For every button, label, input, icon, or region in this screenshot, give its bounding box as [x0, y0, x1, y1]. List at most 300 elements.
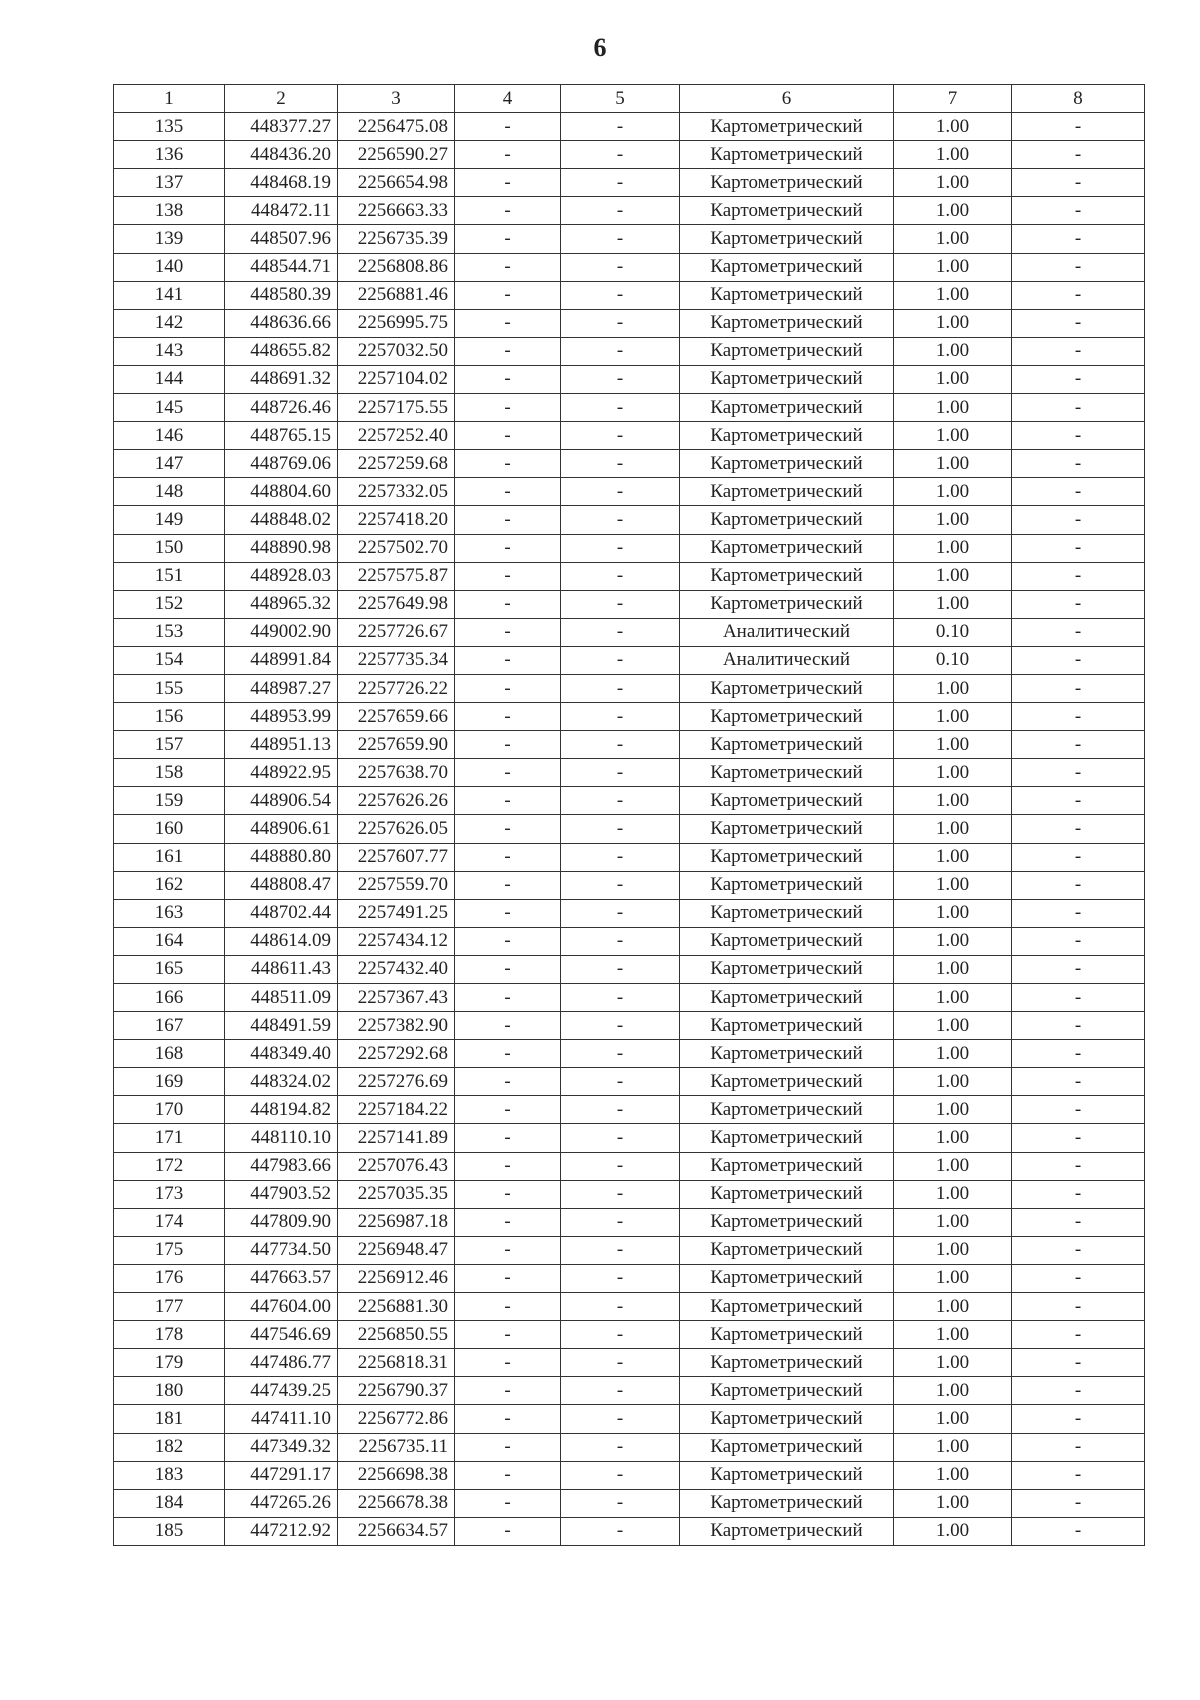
table-row — [114, 674, 1145, 702]
x-coordinate-cell: 448611.43 — [225, 955, 338, 983]
method-cell: Картометрический — [680, 759, 894, 787]
point-number-cell: 183 — [114, 1461, 225, 1489]
column-8-cell: - — [1012, 1349, 1145, 1377]
table-row — [114, 1349, 1145, 1377]
y-coordinate-cell: 2256948.47 — [338, 1236, 455, 1264]
column-5-cell: - — [561, 899, 680, 927]
column-4-cell: - — [455, 1517, 561, 1545]
accuracy-cell: 1.00 — [894, 281, 1012, 309]
column-5-cell: - — [561, 1433, 680, 1461]
column-8-cell: - — [1012, 927, 1145, 955]
x-coordinate-cell: 448580.39 — [225, 281, 338, 309]
table-row — [114, 1461, 1145, 1489]
column-4-cell: - — [455, 731, 561, 759]
method-cell: Картометрический — [680, 1040, 894, 1068]
point-number-cell: 150 — [114, 534, 225, 562]
column-4-cell: - — [455, 1264, 561, 1292]
point-number-cell: 141 — [114, 281, 225, 309]
column-8-cell: - — [1012, 674, 1145, 702]
y-coordinate-cell: 2257292.68 — [338, 1040, 455, 1068]
table-row — [114, 731, 1145, 759]
accuracy-cell: 1.00 — [894, 1096, 1012, 1124]
method-cell: Картометрический — [680, 365, 894, 393]
table-row — [114, 815, 1145, 843]
method-cell: Картометрический — [680, 562, 894, 590]
column-header-4: 4 — [455, 85, 561, 113]
y-coordinate-cell: 2257184.22 — [338, 1096, 455, 1124]
point-number-cell: 170 — [114, 1096, 225, 1124]
column-4-cell: - — [455, 478, 561, 506]
column-4-cell: - — [455, 955, 561, 983]
method-cell: Картометрический — [680, 394, 894, 422]
table-row — [114, 1377, 1145, 1405]
column-4-cell: - — [455, 113, 561, 141]
y-coordinate-cell: 2256735.11 — [338, 1433, 455, 1461]
column-5-cell: - — [561, 478, 680, 506]
column-5-cell: - — [561, 646, 680, 674]
point-number-cell: 174 — [114, 1208, 225, 1236]
y-coordinate-cell: 2257259.68 — [338, 450, 455, 478]
method-cell: Картометрический — [680, 787, 894, 815]
table-row — [114, 899, 1145, 927]
method-cell: Картометрический — [680, 731, 894, 759]
column-header-2: 2 — [225, 85, 338, 113]
column-8-cell: - — [1012, 1405, 1145, 1433]
column-5-cell: - — [561, 1405, 680, 1433]
accuracy-cell: 1.00 — [894, 927, 1012, 955]
table-row — [114, 871, 1145, 899]
x-coordinate-cell: 448614.09 — [225, 927, 338, 955]
point-number-cell: 155 — [114, 674, 225, 702]
x-coordinate-cell: 448922.95 — [225, 759, 338, 787]
point-number-cell: 144 — [114, 365, 225, 393]
accuracy-cell: 1.00 — [894, 1264, 1012, 1292]
column-4-cell: - — [455, 562, 561, 590]
column-8-cell: - — [1012, 337, 1145, 365]
x-coordinate-cell: 448951.13 — [225, 731, 338, 759]
table-row — [114, 450, 1145, 478]
x-coordinate-cell: 448906.61 — [225, 815, 338, 843]
point-number-cell: 182 — [114, 1433, 225, 1461]
table-row — [114, 1208, 1145, 1236]
column-5-cell: - — [561, 703, 680, 731]
table-row — [114, 169, 1145, 197]
column-8-cell: - — [1012, 1124, 1145, 1152]
y-coordinate-cell: 2257575.87 — [338, 562, 455, 590]
accuracy-cell: 1.00 — [894, 113, 1012, 141]
column-4-cell: - — [455, 1124, 561, 1152]
point-number-cell: 146 — [114, 422, 225, 450]
table-row — [114, 478, 1145, 506]
accuracy-cell: 1.00 — [894, 197, 1012, 225]
y-coordinate-cell: 2256678.38 — [338, 1489, 455, 1517]
accuracy-cell: 1.00 — [894, 1489, 1012, 1517]
column-5-cell: - — [561, 197, 680, 225]
column-8-cell: - — [1012, 113, 1145, 141]
x-coordinate-cell: 448880.80 — [225, 843, 338, 871]
x-coordinate-cell: 448691.32 — [225, 365, 338, 393]
column-4-cell: - — [455, 281, 561, 309]
accuracy-cell: 1.00 — [894, 1124, 1012, 1152]
column-5-cell: - — [561, 1012, 680, 1040]
column-4-cell: - — [455, 534, 561, 562]
column-8-cell: - — [1012, 1096, 1145, 1124]
column-5-cell: - — [561, 1208, 680, 1236]
column-5-cell: - — [561, 955, 680, 983]
table-row — [114, 1040, 1145, 1068]
accuracy-cell: 1.00 — [894, 1321, 1012, 1349]
column-5-cell: - — [561, 394, 680, 422]
point-number-cell: 143 — [114, 337, 225, 365]
column-8-cell: - — [1012, 281, 1145, 309]
column-8-cell: - — [1012, 506, 1145, 534]
column-5-cell: - — [561, 618, 680, 646]
accuracy-cell: 1.00 — [894, 1040, 1012, 1068]
accuracy-cell: 1.00 — [894, 1405, 1012, 1433]
point-number-cell: 177 — [114, 1293, 225, 1321]
table-row — [114, 984, 1145, 1012]
column-4-cell: - — [455, 1068, 561, 1096]
column-8-cell: - — [1012, 309, 1145, 337]
accuracy-cell: 1.00 — [894, 1349, 1012, 1377]
y-coordinate-cell: 2257076.43 — [338, 1152, 455, 1180]
point-number-cell: 169 — [114, 1068, 225, 1096]
table-row — [114, 646, 1145, 674]
y-coordinate-cell: 2257276.69 — [338, 1068, 455, 1096]
column-8-cell: - — [1012, 955, 1145, 983]
column-4-cell: - — [455, 1208, 561, 1236]
column-5-cell: - — [561, 281, 680, 309]
column-4-cell: - — [455, 1236, 561, 1264]
x-coordinate-cell: 447546.69 — [225, 1321, 338, 1349]
x-coordinate-cell: 448804.60 — [225, 478, 338, 506]
y-coordinate-cell: 2257626.26 — [338, 787, 455, 815]
method-cell: Картометрический — [680, 1096, 894, 1124]
method-cell: Картометрический — [680, 281, 894, 309]
table-row — [114, 618, 1145, 646]
point-number-cell: 142 — [114, 309, 225, 337]
y-coordinate-cell: 2257367.43 — [338, 984, 455, 1012]
method-cell: Картометрический — [680, 1180, 894, 1208]
column-header-6: 6 — [680, 85, 894, 113]
y-coordinate-cell: 2257502.70 — [338, 534, 455, 562]
method-cell: Картометрический — [680, 1377, 894, 1405]
accuracy-cell: 1.00 — [894, 1152, 1012, 1180]
table-row — [114, 253, 1145, 281]
accuracy-cell: 1.00 — [894, 1433, 1012, 1461]
y-coordinate-cell: 2257104.02 — [338, 365, 455, 393]
accuracy-cell: 1.00 — [894, 1068, 1012, 1096]
column-8-cell: - — [1012, 984, 1145, 1012]
coordinates-table — [113, 84, 1145, 1546]
table-row — [114, 787, 1145, 815]
column-5-cell: - — [561, 731, 680, 759]
method-cell: Картометрический — [680, 197, 894, 225]
table-row — [114, 225, 1145, 253]
method-cell: Картометрический — [680, 309, 894, 337]
column-8-cell: - — [1012, 787, 1145, 815]
column-5-cell: - — [561, 1180, 680, 1208]
y-coordinate-cell: 2257649.98 — [338, 590, 455, 618]
method-cell: Аналитический — [680, 618, 894, 646]
column-8-cell: - — [1012, 759, 1145, 787]
column-4-cell: - — [455, 1489, 561, 1517]
column-5-cell: - — [561, 1349, 680, 1377]
column-8-cell: - — [1012, 365, 1145, 393]
table-row — [114, 197, 1145, 225]
accuracy-cell: 1.00 — [894, 506, 1012, 534]
table-row — [114, 590, 1145, 618]
column-4-cell: - — [455, 1321, 561, 1349]
column-4-cell: - — [455, 984, 561, 1012]
x-coordinate-cell: 447212.92 — [225, 1517, 338, 1545]
y-coordinate-cell: 2256590.27 — [338, 141, 455, 169]
column-5-cell: - — [561, 787, 680, 815]
method-cell: Картометрический — [680, 1321, 894, 1349]
column-5-cell: - — [561, 141, 680, 169]
y-coordinate-cell: 2257659.66 — [338, 703, 455, 731]
accuracy-cell: 1.00 — [894, 394, 1012, 422]
accuracy-cell: 1.00 — [894, 703, 1012, 731]
table-row — [114, 1489, 1145, 1517]
point-number-cell: 164 — [114, 927, 225, 955]
column-8-cell: - — [1012, 1377, 1145, 1405]
y-coordinate-cell: 2256912.46 — [338, 1264, 455, 1292]
point-number-cell: 137 — [114, 169, 225, 197]
method-cell: Картометрический — [680, 674, 894, 702]
method-cell: Картометрический — [680, 1124, 894, 1152]
x-coordinate-cell: 447903.52 — [225, 1180, 338, 1208]
column-5-cell: - — [561, 225, 680, 253]
x-coordinate-cell: 447663.57 — [225, 1264, 338, 1292]
point-number-cell: 145 — [114, 394, 225, 422]
y-coordinate-cell: 2257175.55 — [338, 394, 455, 422]
point-number-cell: 152 — [114, 590, 225, 618]
x-coordinate-cell: 448953.99 — [225, 703, 338, 731]
x-coordinate-cell: 448544.71 — [225, 253, 338, 281]
column-4-cell: - — [455, 590, 561, 618]
x-coordinate-cell: 448702.44 — [225, 899, 338, 927]
y-coordinate-cell: 2257726.22 — [338, 674, 455, 702]
accuracy-cell: 1.00 — [894, 141, 1012, 169]
y-coordinate-cell: 2257434.12 — [338, 927, 455, 955]
column-8-cell: - — [1012, 225, 1145, 253]
accuracy-cell: 1.00 — [894, 1461, 1012, 1489]
column-5-cell: - — [561, 843, 680, 871]
column-8-cell: - — [1012, 1489, 1145, 1517]
x-coordinate-cell: 447349.32 — [225, 1433, 338, 1461]
accuracy-cell: 0.10 — [894, 618, 1012, 646]
column-5-cell: - — [561, 422, 680, 450]
y-coordinate-cell: 2256995.75 — [338, 309, 455, 337]
table-row — [114, 1180, 1145, 1208]
table-row — [114, 394, 1145, 422]
y-coordinate-cell: 2256987.18 — [338, 1208, 455, 1236]
column-4-cell: - — [455, 506, 561, 534]
method-cell: Картометрический — [680, 534, 894, 562]
x-coordinate-cell: 448110.10 — [225, 1124, 338, 1152]
column-5-cell: - — [561, 1096, 680, 1124]
accuracy-cell: 1.00 — [894, 815, 1012, 843]
accuracy-cell: 1.00 — [894, 1377, 1012, 1405]
point-number-cell: 154 — [114, 646, 225, 674]
point-number-cell: 166 — [114, 984, 225, 1012]
column-4-cell: - — [455, 646, 561, 674]
table-row — [114, 1124, 1145, 1152]
column-5-cell: - — [561, 1068, 680, 1096]
x-coordinate-cell: 448324.02 — [225, 1068, 338, 1096]
table-row — [114, 1152, 1145, 1180]
column-5-cell: - — [561, 309, 680, 337]
y-coordinate-cell: 2256772.86 — [338, 1405, 455, 1433]
table-row — [114, 1433, 1145, 1461]
column-5-cell: - — [561, 337, 680, 365]
column-8-cell: - — [1012, 169, 1145, 197]
column-4-cell: - — [455, 787, 561, 815]
method-cell: Картометрический — [680, 478, 894, 506]
y-coordinate-cell: 2257432.40 — [338, 955, 455, 983]
column-4-cell: - — [455, 1096, 561, 1124]
y-coordinate-cell: 2256698.38 — [338, 1461, 455, 1489]
method-cell: Картометрический — [680, 843, 894, 871]
x-coordinate-cell: 448377.27 — [225, 113, 338, 141]
x-coordinate-cell: 448848.02 — [225, 506, 338, 534]
table-row — [114, 337, 1145, 365]
column-8-cell: - — [1012, 843, 1145, 871]
column-8-cell: - — [1012, 618, 1145, 646]
column-4-cell: - — [455, 169, 561, 197]
column-8-cell: - — [1012, 1264, 1145, 1292]
point-number-cell: 161 — [114, 843, 225, 871]
accuracy-cell: 0.10 — [894, 646, 1012, 674]
point-number-cell: 185 — [114, 1517, 225, 1545]
x-coordinate-cell: 448769.06 — [225, 450, 338, 478]
column-8-cell: - — [1012, 590, 1145, 618]
method-cell: Картометрический — [680, 225, 894, 253]
accuracy-cell: 1.00 — [894, 309, 1012, 337]
table-row — [114, 1012, 1145, 1040]
method-cell: Картометрический — [680, 1264, 894, 1292]
column-5-cell: - — [561, 1236, 680, 1264]
method-cell: Картометрический — [680, 984, 894, 1012]
accuracy-cell: 1.00 — [894, 1208, 1012, 1236]
point-number-cell: 172 — [114, 1152, 225, 1180]
y-coordinate-cell: 2256850.55 — [338, 1321, 455, 1349]
column-4-cell: - — [455, 422, 561, 450]
point-number-cell: 180 — [114, 1377, 225, 1405]
y-coordinate-cell: 2257035.35 — [338, 1180, 455, 1208]
method-cell: Картометрический — [680, 703, 894, 731]
column-8-cell: - — [1012, 422, 1145, 450]
x-coordinate-cell: 447734.50 — [225, 1236, 338, 1264]
point-number-cell: 176 — [114, 1264, 225, 1292]
column-8-cell: - — [1012, 1208, 1145, 1236]
column-4-cell: - — [455, 759, 561, 787]
x-coordinate-cell: 448436.20 — [225, 141, 338, 169]
column-8-cell: - — [1012, 450, 1145, 478]
column-8-cell: - — [1012, 1068, 1145, 1096]
point-number-cell: 156 — [114, 703, 225, 731]
table-row — [114, 506, 1145, 534]
column-5-cell: - — [561, 927, 680, 955]
y-coordinate-cell: 2257638.70 — [338, 759, 455, 787]
accuracy-cell: 1.00 — [894, 337, 1012, 365]
y-coordinate-cell: 2256808.86 — [338, 253, 455, 281]
column-5-cell: - — [561, 759, 680, 787]
column-5-cell: - — [561, 562, 680, 590]
table-row — [114, 759, 1145, 787]
table-row — [114, 534, 1145, 562]
accuracy-cell: 1.00 — [894, 1180, 1012, 1208]
column-8-cell: - — [1012, 253, 1145, 281]
table-row — [114, 1293, 1145, 1321]
column-8-cell: - — [1012, 478, 1145, 506]
column-5-cell: - — [561, 1321, 680, 1349]
table-header-row — [114, 85, 1145, 113]
accuracy-cell: 1.00 — [894, 1293, 1012, 1321]
point-number-cell: 179 — [114, 1349, 225, 1377]
point-number-cell: 163 — [114, 899, 225, 927]
x-coordinate-cell: 447486.77 — [225, 1349, 338, 1377]
accuracy-cell: 1.00 — [894, 562, 1012, 590]
point-number-cell: 173 — [114, 1180, 225, 1208]
column-4-cell: - — [455, 309, 561, 337]
x-coordinate-cell: 448491.59 — [225, 1012, 338, 1040]
x-coordinate-cell: 448906.54 — [225, 787, 338, 815]
x-coordinate-cell: 448636.66 — [225, 309, 338, 337]
point-number-cell: 157 — [114, 731, 225, 759]
column-5-cell: - — [561, 450, 680, 478]
x-coordinate-cell: 448655.82 — [225, 337, 338, 365]
method-cell: Картометрический — [680, 1152, 894, 1180]
point-number-cell: 168 — [114, 1040, 225, 1068]
method-cell: Картометрический — [680, 1517, 894, 1545]
column-4-cell: - — [455, 703, 561, 731]
column-8-cell: - — [1012, 1152, 1145, 1180]
table-body — [114, 113, 1145, 1546]
y-coordinate-cell: 2256634.57 — [338, 1517, 455, 1545]
method-cell: Картометрический — [680, 337, 894, 365]
accuracy-cell: 1.00 — [894, 365, 1012, 393]
accuracy-cell: 1.00 — [894, 731, 1012, 759]
point-number-cell: 135 — [114, 113, 225, 141]
method-cell: Картометрический — [680, 141, 894, 169]
y-coordinate-cell: 2256654.98 — [338, 169, 455, 197]
table-row — [114, 1068, 1145, 1096]
column-4-cell: - — [455, 450, 561, 478]
table-row — [114, 422, 1145, 450]
y-coordinate-cell: 2256881.46 — [338, 281, 455, 309]
column-5-cell: - — [561, 1517, 680, 1545]
column-header-1: 1 — [114, 85, 225, 113]
column-8-cell: - — [1012, 1236, 1145, 1264]
column-5-cell: - — [561, 1264, 680, 1292]
point-number-cell: 138 — [114, 197, 225, 225]
column-4-cell: - — [455, 1180, 561, 1208]
method-cell: Картометрический — [680, 1012, 894, 1040]
column-4-cell: - — [455, 899, 561, 927]
table-row — [114, 1096, 1145, 1124]
point-number-cell: 149 — [114, 506, 225, 534]
column-8-cell: - — [1012, 1040, 1145, 1068]
x-coordinate-cell: 447291.17 — [225, 1461, 338, 1489]
column-5-cell: - — [561, 1377, 680, 1405]
y-coordinate-cell: 2257382.90 — [338, 1012, 455, 1040]
accuracy-cell: 1.00 — [894, 169, 1012, 197]
y-coordinate-cell: 2257418.20 — [338, 506, 455, 534]
x-coordinate-cell: 448991.84 — [225, 646, 338, 674]
point-number-cell: 178 — [114, 1321, 225, 1349]
